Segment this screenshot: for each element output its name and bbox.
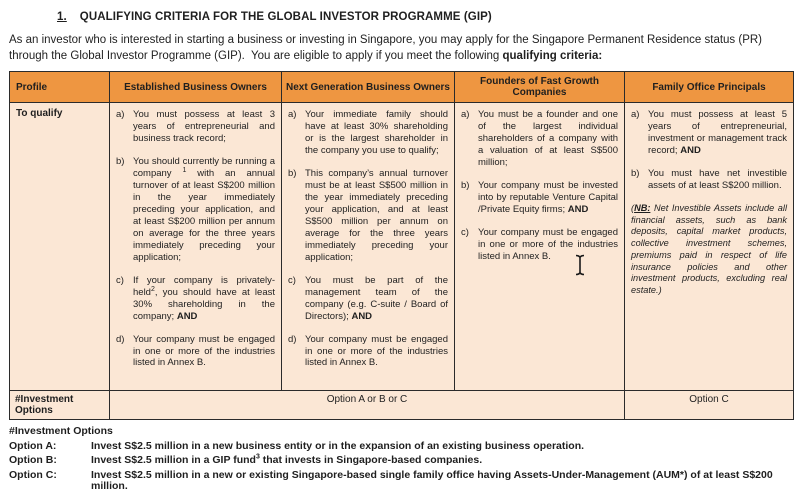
criteria-item: a) You must be a founder and one of the largest individual shareholders of a company with a valuation of at least S$500 million; <box>461 109 618 168</box>
criteria-item: d) Your company must be engaged in one or more of the industries listed in Annex B. <box>116 333 275 369</box>
to-qualify-label: To qualify <box>10 103 110 391</box>
criteria-item: c) Your company must be engaged in one or more of the industries listed in Annex B. <box>461 226 618 262</box>
criteria-item: c) If your company is privately-held$^2$, you should have at least 30% shareholding in the company; AND <box>116 274 275 322</box>
heading-title: QUALIFYING CRITERIA FOR THE GLOBAL INVESTOR PROGRAMME (GIP) <box>79 11 492 23</box>
section-heading <box>57 11 792 23</box>
column-header-family-office-principals: Family Office Principals <box>625 72 794 103</box>
column-header-founders-of-fast-growth-companies: Founders of Fast Growth Companies <box>455 72 625 103</box>
investment-options-footnote <box>9 426 792 493</box>
investment-option-text: Invest S$2.5 million in a new business entity or in the expansion of an existing business operation. <box>91 439 585 452</box>
investment-option-label: Option A: <box>9 439 57 452</box>
intro-text: As an investor who is interested in starting a business or investing in Singapore, you may apply for the Singapore Permanent Residence status (PR) through the Global Investor Programme (GIP). You are eligible to apply if you meet the following <box>9 34 763 62</box>
qualifying-criteria-table <box>9 71 794 420</box>
criteria-cell-family-office-principals <box>625 103 794 391</box>
investment-options-abc-cell: Option A or B or C <box>110 391 625 420</box>
column-header-established-business-owners: Established Business Owners <box>110 72 282 103</box>
investment-option-text: Invest S$2.5 million in a GIP fund$^3$ that invests in Singapore-based companies. <box>91 453 483 467</box>
criteria-item: a) You must possess at least 5 years of entrepreneurial, investment or management track record; AND <box>631 109 787 156</box>
criteria-item: d) Your company must be engaged in one or more of the industries listed in Annex B. <box>288 333 448 369</box>
criteria-item: b) Your company must be invested into by reputable Venture Capital /Private Equity firms; AND <box>461 179 618 215</box>
investment-option-label: Option C: <box>9 468 57 481</box>
heading-number: 1. <box>57 11 67 23</box>
criteria-item: b) You should currently be running a company $^1$ with an annual turnover of at least S$200 million in the year immediately preceding your application, and at least S$200 million per annum on average for the three years immediately preceding your application; <box>116 155 275 263</box>
criteria-item: a) Your immediate family should have at least 30% shareholding or is the largest shareholder in the company you use to qualify; <box>288 109 448 156</box>
column-header-next-generation-business-owners: Next Generation Business Owners <box>282 72 455 103</box>
criteria-item: a) You must possess at least 3 years of entrepreneurial and business track record; <box>116 109 275 144</box>
investment-option-c-cell: Option C <box>625 391 794 420</box>
investment-options-list <box>9 441 792 493</box>
criteria-cell-next-generation-business-owners <box>282 103 455 391</box>
investment-option <box>9 470 792 493</box>
criteria-item: c) You must be part of the management team of the company (e.g. C-suite / Board of Directors); AND <box>288 274 448 322</box>
table-header-row <box>10 72 794 103</box>
to-qualify-row <box>10 103 794 391</box>
criteria-item: b) This company’s annual turnover must be at least S$500 million in the year immediately preceding your application, and at least S$500 million per annum on average for the three years immediately preceding your application; <box>288 167 448 263</box>
investment-options-row <box>10 391 794 420</box>
nb-note: (NB: Net Investible Assets include all financial assets, such as bank deposits, capital market products, collective investment schemes, premiums paid in respect of life insurance policies and other investment products, excluding real estate.) <box>631 202 787 296</box>
investment-options-row-label: #Investment Options <box>10 391 110 420</box>
criteria-cell-founders-of-fast-growth-companies <box>455 103 625 391</box>
investment-options-footnote-title: #Investment Options <box>9 425 113 438</box>
investment-option-label: Option B: <box>9 454 57 467</box>
intro-paragraph <box>9 33 797 64</box>
criteria-item: b) You must have net investible assets of at least S$200 million. <box>631 167 787 191</box>
investment-option <box>9 455 792 467</box>
investment-option-text: Invest S$2.5 million in a new or existing Singapore-based single family office having Assets-Under-Management (AUM*) of at least S$200 million. <box>91 468 773 493</box>
intro-bold-text: qualifying criteria: <box>502 49 603 62</box>
criteria-cell-established-business-owners <box>110 103 282 391</box>
investment-option <box>9 441 792 453</box>
column-header-profile: Profile <box>10 72 110 103</box>
